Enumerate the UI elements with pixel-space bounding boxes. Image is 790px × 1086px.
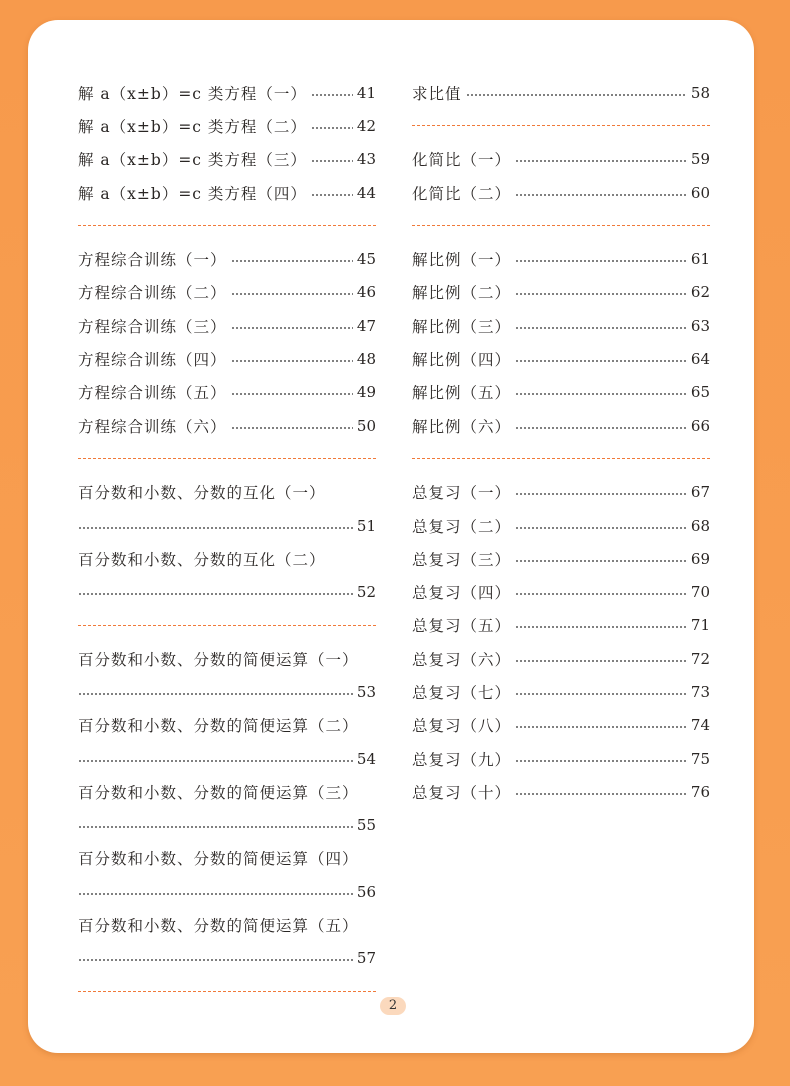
toc-entry-title: 化简比（二）: [412, 184, 512, 203]
toc-right-column: [412, 76, 710, 809]
toc-entry-page: 72: [690, 649, 710, 668]
dot-leader: [231, 393, 353, 395]
toc-entry[interactable]: [412, 575, 710, 608]
toc-entry[interactable]: [412, 775, 710, 808]
toc-entry-title: 总复习（七）: [412, 683, 512, 702]
toc-entry-title: 总复习（六）: [412, 650, 512, 669]
section-separator: [78, 975, 376, 1008]
toc-entry[interactable]: [78, 342, 376, 375]
toc-entry-page: 51: [356, 516, 376, 535]
toc-entry-heading[interactable]: [78, 642, 376, 675]
toc-entry-page: 55: [356, 816, 376, 835]
toc-page: [28, 20, 754, 1053]
toc-entry[interactable]: [412, 476, 710, 509]
toc-entry-title: 总复习（九）: [412, 750, 512, 769]
dot-leader: [78, 893, 353, 895]
dot-leader: [515, 393, 687, 395]
section-separator: [412, 442, 710, 475]
toc-entry-title: 解比例（六）: [412, 417, 512, 436]
toc-entry-title: 方程综合训练（二）: [78, 284, 227, 303]
toc-entry-page-line[interactable]: [78, 675, 376, 708]
dot-leader: [515, 360, 687, 362]
toc-entry-page: 49: [356, 383, 376, 402]
toc-entry-title: 总复习（三）: [412, 550, 512, 569]
toc-entry-page: 50: [356, 416, 376, 435]
dot-leader: [515, 527, 687, 529]
dot-leader: [515, 160, 687, 162]
dot-leader: [515, 560, 687, 562]
toc-entry-title: 求比值: [412, 84, 462, 103]
toc-entry-page: 43: [356, 150, 376, 169]
toc-entry-page: 63: [690, 316, 710, 335]
toc-entry-title: 方程综合训练（四）: [78, 351, 227, 370]
dot-leader: [311, 127, 353, 129]
dashed-divider: [412, 225, 710, 226]
toc-entry-title: 总复习（八）: [412, 717, 512, 736]
toc-entry-page: 74: [690, 716, 710, 735]
toc-entry-heading[interactable]: [78, 709, 376, 742]
toc-entry-page: 46: [356, 283, 376, 302]
toc-entry-title: 百分数和小数、分数的简便运算（五）: [78, 917, 359, 936]
toc-entry-page: 75: [690, 749, 710, 768]
dot-leader: [515, 660, 687, 662]
toc-entry-page: 60: [690, 183, 710, 202]
toc-entry[interactable]: [412, 509, 710, 542]
toc-entry-title: 总复习（一）: [412, 484, 512, 503]
toc-entry-title: 总复习（十）: [412, 783, 512, 802]
toc-entry-page-line[interactable]: [78, 809, 376, 842]
toc-entry-title: 总复习（五）: [412, 617, 512, 636]
toc-entry[interactable]: [78, 109, 376, 142]
toc-entry[interactable]: [412, 742, 710, 775]
section-separator: [78, 442, 376, 475]
toc-entry[interactable]: [412, 309, 710, 342]
toc-entry[interactable]: [78, 76, 376, 109]
toc-entry-title: 百分数和小数、分数的互化（一）: [78, 484, 326, 503]
toc-entry-heading[interactable]: [78, 908, 376, 941]
toc-entry-page: 54: [356, 749, 376, 768]
toc-entry[interactable]: [412, 276, 710, 309]
toc-entry-title: 解比例（四）: [412, 351, 512, 370]
toc-entry-page: 65: [690, 383, 710, 402]
toc-entry[interactable]: [78, 409, 376, 442]
toc-entry[interactable]: [412, 642, 710, 675]
toc-entry[interactable]: [78, 176, 376, 209]
toc-entry-page: 52: [356, 583, 376, 602]
toc-entry[interactable]: [412, 242, 710, 275]
dot-leader: [78, 959, 353, 961]
toc-entry-title: 方程综合训练（三）: [78, 317, 227, 336]
dot-leader: [78, 527, 353, 529]
toc-entry-heading[interactable]: [78, 542, 376, 575]
dot-leader: [515, 593, 687, 595]
toc-entry-title: 方程综合训练（五）: [78, 384, 227, 403]
dot-leader: [311, 94, 353, 96]
dot-leader: [515, 194, 687, 196]
toc-entry-title: 百分数和小数、分数的简便运算（一）: [78, 650, 359, 669]
toc-entry-page: 59: [690, 150, 710, 169]
toc-entry[interactable]: [412, 409, 710, 442]
toc-entry-page: 64: [690, 350, 710, 369]
toc-entry-title: 解 a（x±b）=c 类方程（四）: [78, 184, 307, 203]
dot-leader: [78, 826, 353, 828]
dashed-divider: [78, 991, 376, 992]
toc-entry[interactable]: [412, 376, 710, 409]
dot-leader: [515, 293, 687, 295]
dot-leader: [311, 160, 353, 162]
toc-entry[interactable]: [412, 609, 710, 642]
toc-entry-page: 56: [356, 882, 376, 901]
toc-entry-title: 百分数和小数、分数的简便运算（三）: [78, 783, 359, 802]
dot-leader: [231, 427, 353, 429]
toc-entry-title: 化简比（一）: [412, 151, 512, 170]
dot-leader: [78, 693, 353, 695]
dot-leader: [515, 493, 687, 495]
toc-entry-heading[interactable]: [78, 476, 376, 509]
toc-entry-page: 58: [690, 83, 710, 102]
toc-entry-title: 总复习（二）: [412, 517, 512, 536]
toc-entry-title: 方程综合训练（六）: [78, 417, 227, 436]
dot-leader: [311, 194, 353, 196]
toc-entry-page: 61: [690, 250, 710, 269]
toc-entry-page: 68: [690, 516, 710, 535]
toc-entry[interactable]: [78, 143, 376, 176]
toc-entry-page: 41: [356, 83, 376, 102]
toc-entry-page: 71: [690, 616, 710, 635]
dashed-divider: [78, 458, 376, 459]
toc-entry[interactable]: [412, 542, 710, 575]
toc-entry[interactable]: [412, 709, 710, 742]
toc-entry-page-line[interactable]: [78, 509, 376, 542]
dot-leader: [515, 427, 687, 429]
dot-leader: [515, 726, 687, 728]
dot-leader: [515, 693, 687, 695]
toc-entry-title: 解 a（x±b）=c 类方程（一）: [78, 84, 307, 103]
dashed-divider: [412, 125, 710, 126]
section-separator: [412, 209, 710, 242]
toc-entry-page: 53: [356, 682, 376, 701]
toc-entry-heading[interactable]: [78, 775, 376, 808]
toc-entry-page: 73: [690, 682, 710, 701]
dashed-divider: [412, 458, 710, 459]
toc-entry-page: 62: [690, 283, 710, 302]
toc-entry-title: 百分数和小数、分数的简便运算（二）: [78, 717, 359, 736]
toc-entry-page: 42: [356, 116, 376, 135]
toc-entry[interactable]: [412, 76, 710, 109]
dot-leader: [231, 360, 353, 362]
section-separator: [412, 109, 710, 142]
toc-entry[interactable]: [412, 176, 710, 209]
section-separator: [78, 209, 376, 242]
page-number-badge: 2: [380, 997, 406, 1015]
toc-entry-page: 48: [356, 350, 376, 369]
dot-leader: [231, 260, 353, 262]
toc-entry-page-line[interactable]: [78, 575, 376, 608]
dot-leader: [515, 327, 687, 329]
toc-entry-title: 百分数和小数、分数的互化（二）: [78, 550, 326, 569]
toc-entry-title: 解比例（三）: [412, 317, 512, 336]
dot-leader: [78, 593, 353, 595]
toc-entry-title: 解比例（五）: [412, 384, 512, 403]
dashed-divider: [78, 625, 376, 626]
toc-entry-page: 57: [356, 949, 376, 968]
dot-leader: [231, 293, 353, 295]
toc-entry-page-line[interactable]: [78, 942, 376, 975]
dashed-divider: [78, 225, 376, 226]
toc-entry-title: 解比例（二）: [412, 284, 512, 303]
toc-entry-title: 解 a（x±b）=c 类方程（二）: [78, 117, 307, 136]
dot-leader: [231, 327, 353, 329]
toc-entry[interactable]: [412, 342, 710, 375]
dot-leader: [515, 760, 687, 762]
toc-entry[interactable]: [412, 675, 710, 708]
dot-leader: [78, 760, 353, 762]
toc-entry[interactable]: [78, 309, 376, 342]
dot-leader: [515, 260, 687, 262]
toc-entry-page: 44: [356, 183, 376, 202]
toc-entry-page: 69: [690, 549, 710, 568]
toc-entry-title: 方程综合训练（一）: [78, 251, 227, 270]
toc-entry-page: 45: [356, 250, 376, 269]
toc-entry[interactable]: [78, 376, 376, 409]
section-separator: [78, 609, 376, 642]
dot-leader: [466, 94, 687, 96]
toc-entry-page: 67: [690, 483, 710, 502]
toc-entry-title: 百分数和小数、分数的简便运算（四）: [78, 850, 359, 869]
toc-entry-title: 解比例（一）: [412, 251, 512, 270]
toc-entry-title: 解 a（x±b）=c 类方程（三）: [78, 151, 307, 170]
toc-entry-page: 76: [690, 782, 710, 801]
toc-entry-heading[interactable]: [78, 842, 376, 875]
toc-entry[interactable]: [78, 242, 376, 275]
toc-entry-title: 总复习（四）: [412, 584, 512, 603]
toc-entry-page-line[interactable]: [78, 742, 376, 775]
toc-left-column: [78, 76, 376, 1008]
dot-leader: [515, 626, 687, 628]
toc-entry-page-line[interactable]: [78, 875, 376, 908]
toc-entry[interactable]: [78, 276, 376, 309]
toc-entry[interactable]: [412, 143, 710, 176]
toc-entry-page: 70: [690, 583, 710, 602]
toc-entry-page: 66: [690, 416, 710, 435]
toc-entry-page: 47: [356, 316, 376, 335]
dot-leader: [515, 793, 687, 795]
